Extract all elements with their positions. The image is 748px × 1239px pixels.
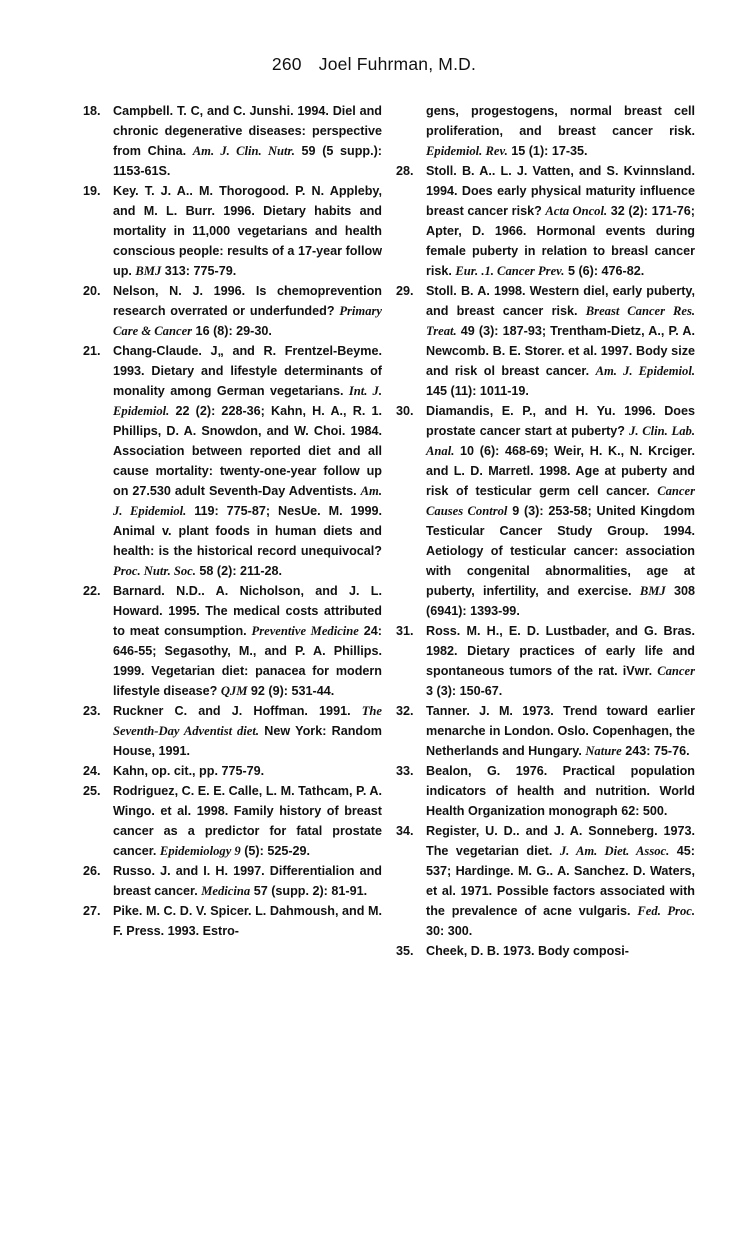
- reference-item: [83, 781, 382, 861]
- reference-text: 313: 775-79.: [161, 264, 237, 278]
- reference-text: 30: 300.: [426, 924, 473, 938]
- reference-text: Barnard. N.D.. A. Nicholson, and J. L. Howard. 1995. The medical costs attributed to meat consumption.: [113, 584, 382, 638]
- reference-text: Stoll. B. A.. L. J. Vatten, and S. Kvinnsland. 1994. Does early physical maturity influence breast cancer risk?: [426, 164, 695, 218]
- journal-title: BMJ: [135, 264, 162, 278]
- reference-number: 32.: [396, 704, 414, 718]
- reference-number: 22.: [83, 584, 101, 598]
- reference-text: 15 (1): 17-35.: [507, 144, 588, 158]
- reference-text: 3 (3): 150-67.: [426, 684, 503, 698]
- reference-number: 34.: [396, 824, 414, 838]
- reference-number: 31.: [396, 624, 414, 638]
- journal-title: BMJ: [639, 584, 666, 598]
- reference-text: 58 (2): 211-28.: [195, 564, 283, 578]
- reference-text: 45: 537; Hardinge. M. G.. A. Sanchez. D. Waters, et al. 1971. Possible factors associated with the prevalence of acne vulgaris.: [426, 844, 696, 918]
- reference-item: [83, 341, 382, 581]
- reference-number: 18.: [83, 104, 101, 118]
- reference-number: 26.: [83, 864, 101, 878]
- reference-text: 92 (9): 531-44.: [247, 684, 335, 698]
- reference-text: Tanner. J. M. 1973. Trend toward earlier menarche in London. Oslo. Copenhagen, the Netherlands and Hungary.: [426, 704, 695, 758]
- left-column: [83, 101, 382, 941]
- journal-title: QJM: [220, 684, 248, 698]
- reference-number: 35.: [396, 944, 414, 958]
- reference-text: 22 (2): 228-36; Kahn, H. A., R. 1. Phillips, D. A. Snowdon, and W. Choi. 1984. Association between reported diet and all cause mortality: twenty-one-year follow up on 27.530 adult Seventh-Day Adventists.: [113, 404, 382, 498]
- journal-title: Cancer: [657, 664, 695, 678]
- journal-title: Primary Care & Cancer: [113, 304, 382, 338]
- reference-number: 27.: [83, 904, 101, 918]
- reference-text: Pike. M. C. D. V. Spicer. L. Dahmoush, and M. F. Press. 1993. Estro-: [113, 904, 382, 938]
- reference-text: (5): 525-29.: [240, 844, 311, 858]
- reference-item: [396, 161, 695, 281]
- journal-title: Acta Oncol.: [545, 204, 608, 218]
- reference-number: 33.: [396, 764, 414, 778]
- journal-title: Am. J. Epidemiol.: [595, 364, 695, 378]
- reference-text: Stoll. B. A. 1998. Western diel, early puberty, and breast cancer risk.: [426, 284, 695, 318]
- journal-title: J. Clin. Lab. Anal.: [426, 424, 695, 458]
- reference-text: Register, U. D.. and J. A. Sonneberg. 1973. The vegetarian diet.: [426, 824, 695, 858]
- reference-text: Chang-Claude. J„ and R. Frentzel-Beyme. 1993. Dietary and lifestyle determinants of monality among German vegetarians.: [113, 344, 382, 398]
- reference-text: 5 (6): 476-82.: [564, 264, 645, 278]
- reference-text: 10 (6): 468-69; Weir, H. K., N. Krciger. and L. D. Marretl. 1998. Age at puberty and risk of testicular germ cell cancer.: [426, 444, 695, 498]
- reference-text: Key. T. J. A.. M. Thorogood. P. N. Appleby, and M. L. Burr. 1996. Dietary habits and mortality in 11,000 vegetarians and health conscious people: results of a 17-year follow up.: [113, 184, 382, 278]
- reference-text: 59 (5 supp.): 1153-61S.: [113, 144, 382, 178]
- journal-title: Epidemiology 9: [159, 844, 241, 858]
- reference-text: Ross. M. H., E. D. Lustbader, and G. Bras. 1982. Dietary practices of early life and spontaneous tumors of the rat. iVwr.: [426, 624, 695, 678]
- reference-item: [83, 861, 382, 901]
- reference-item: [83, 181, 382, 281]
- reference-item: [396, 281, 695, 401]
- reference-text: Ruckner C. and J. Hoffman. 1991.: [113, 704, 362, 718]
- reference-item: [83, 701, 382, 761]
- journal-title: Cancer Causes Control: [426, 484, 695, 518]
- reference-text: 308 (6941): 1393-99.: [426, 584, 696, 618]
- reference-number: 23.: [83, 704, 101, 718]
- reference-number: 29.: [396, 284, 414, 298]
- reference-number: 19.: [83, 184, 101, 198]
- reference-text: New York: Random House, 1991.: [113, 724, 382, 758]
- reference-item: [396, 701, 695, 761]
- reference-item: [396, 821, 695, 941]
- reference-number: 20.: [83, 284, 101, 298]
- reference-text: 145 (11): 1011-19.: [426, 384, 529, 398]
- reference-item: [396, 941, 695, 961]
- reference-number: 28.: [396, 164, 414, 178]
- reference-number: 21.: [83, 344, 101, 358]
- journal-title: Am. J. Epidemiol.: [113, 484, 382, 518]
- reference-text: 24: 646-55; Segasothy, M., and P. A. Phillips. 1999. Vegetarian diet: panacea for modern lifestyle disease?: [113, 624, 382, 698]
- reference-item: [83, 901, 382, 941]
- reference-text: Nelson, N. J. 1996. Is chemoprevention research overrated or underfunded?: [113, 284, 382, 318]
- reference-text: 9 (3): 253-58; United Kingdom Testicular Cancer Study Group. 1994. Aetiology of testicular cancer: association with congenital abnormalities, age at puberty, infertility, and exercise.: [426, 504, 696, 598]
- reference-text: 16 (8): 29-30.: [192, 324, 272, 338]
- reference-item: [83, 761, 382, 781]
- reference-text: 243: 75-76.: [621, 744, 690, 758]
- reference-text: Rodriguez, C. E. E. Calle, L. M. Tathcam, P. A. Wingo. et al. 1998. Family history of breast cancer as a predictor for fatal prostate cancer.: [113, 784, 382, 858]
- reference-text: 49 (3): 187-93; Trentham-Dietz, A., P. A. Newcomb. B. E. Storer. et al. 1997. Body size and risk ol breast cancer.: [426, 324, 695, 378]
- reference-text: gens, progestogens, normal breast cell proliferation, and breast cancer risk.: [426, 104, 695, 138]
- journal-title: Epidemiol. Rev.: [426, 144, 508, 158]
- page-number: 260: [271, 54, 302, 74]
- journal-title: J. Am. Diet. Assoc.: [559, 844, 670, 858]
- journal-title: Nature: [585, 744, 622, 758]
- reference-text: 57 (supp. 2): 81-91.: [250, 884, 368, 898]
- journal-title: Am. J. Clin. Nutr.: [192, 144, 295, 158]
- journal-title: Eur. .1. Cancer Prev.: [455, 264, 565, 278]
- reference-text: Diamandis, E. P., and H. Yu. 1996. Does prostate cancer start at puberty?: [426, 404, 695, 438]
- reference-text: Russo. J. and I. H. 1997. Differentialion and breast cancer.: [113, 864, 382, 898]
- reference-item: [396, 621, 695, 701]
- reference-item: [83, 281, 382, 341]
- reference-item: [396, 101, 695, 161]
- reference-item: [83, 101, 382, 181]
- reference-text: 32 (2): 171-76; Apter, D. 1966. Hormonal events during female puberty in relation to breasl cancer risk.: [426, 204, 695, 278]
- reference-text: Bealon, G. 1976. Practical population indicators of health and nutrition. World Health Organization monograph 62: 500.: [426, 764, 695, 818]
- reference-item: [83, 581, 382, 701]
- reference-text: Campbell. T. C, and C. Junshi. 1994. Diel and chronic degenerative diseases: perspective from China.: [113, 104, 382, 158]
- journal-title: Breast Cancer Res. Treat.: [426, 304, 695, 338]
- running-title: Joel Fuhrman, M.D.: [318, 54, 477, 74]
- journal-title: Int. J. Epidemiol.: [113, 384, 382, 418]
- reference-number: 25.: [83, 784, 101, 798]
- journal-title: Medicina: [201, 884, 251, 898]
- reference-text: 119: 775-87; NesUe. M. 1999. Animal v. plant foods in human diets and health: is the historical record unequivocal?: [113, 504, 382, 558]
- reference-item: [396, 401, 695, 621]
- reference-number: 30.: [396, 404, 414, 418]
- journal-title: Fed. Proc.: [637, 904, 695, 918]
- reference-item: [396, 761, 695, 821]
- reference-text: Kahn, op. cit., pp. 775-79.: [113, 764, 265, 778]
- page-header: [0, 54, 748, 75]
- journal-title: Proc. Nutr. Soc.: [113, 564, 196, 578]
- right-column: [396, 101, 695, 961]
- journal-title: The Seventh-Day Adventist diet.: [113, 704, 382, 738]
- journal-title: Preventive Medicine: [251, 624, 359, 638]
- reference-number: 24.: [83, 764, 101, 778]
- reference-text: Cheek, D. B. 1973. Body composi-: [426, 944, 629, 958]
